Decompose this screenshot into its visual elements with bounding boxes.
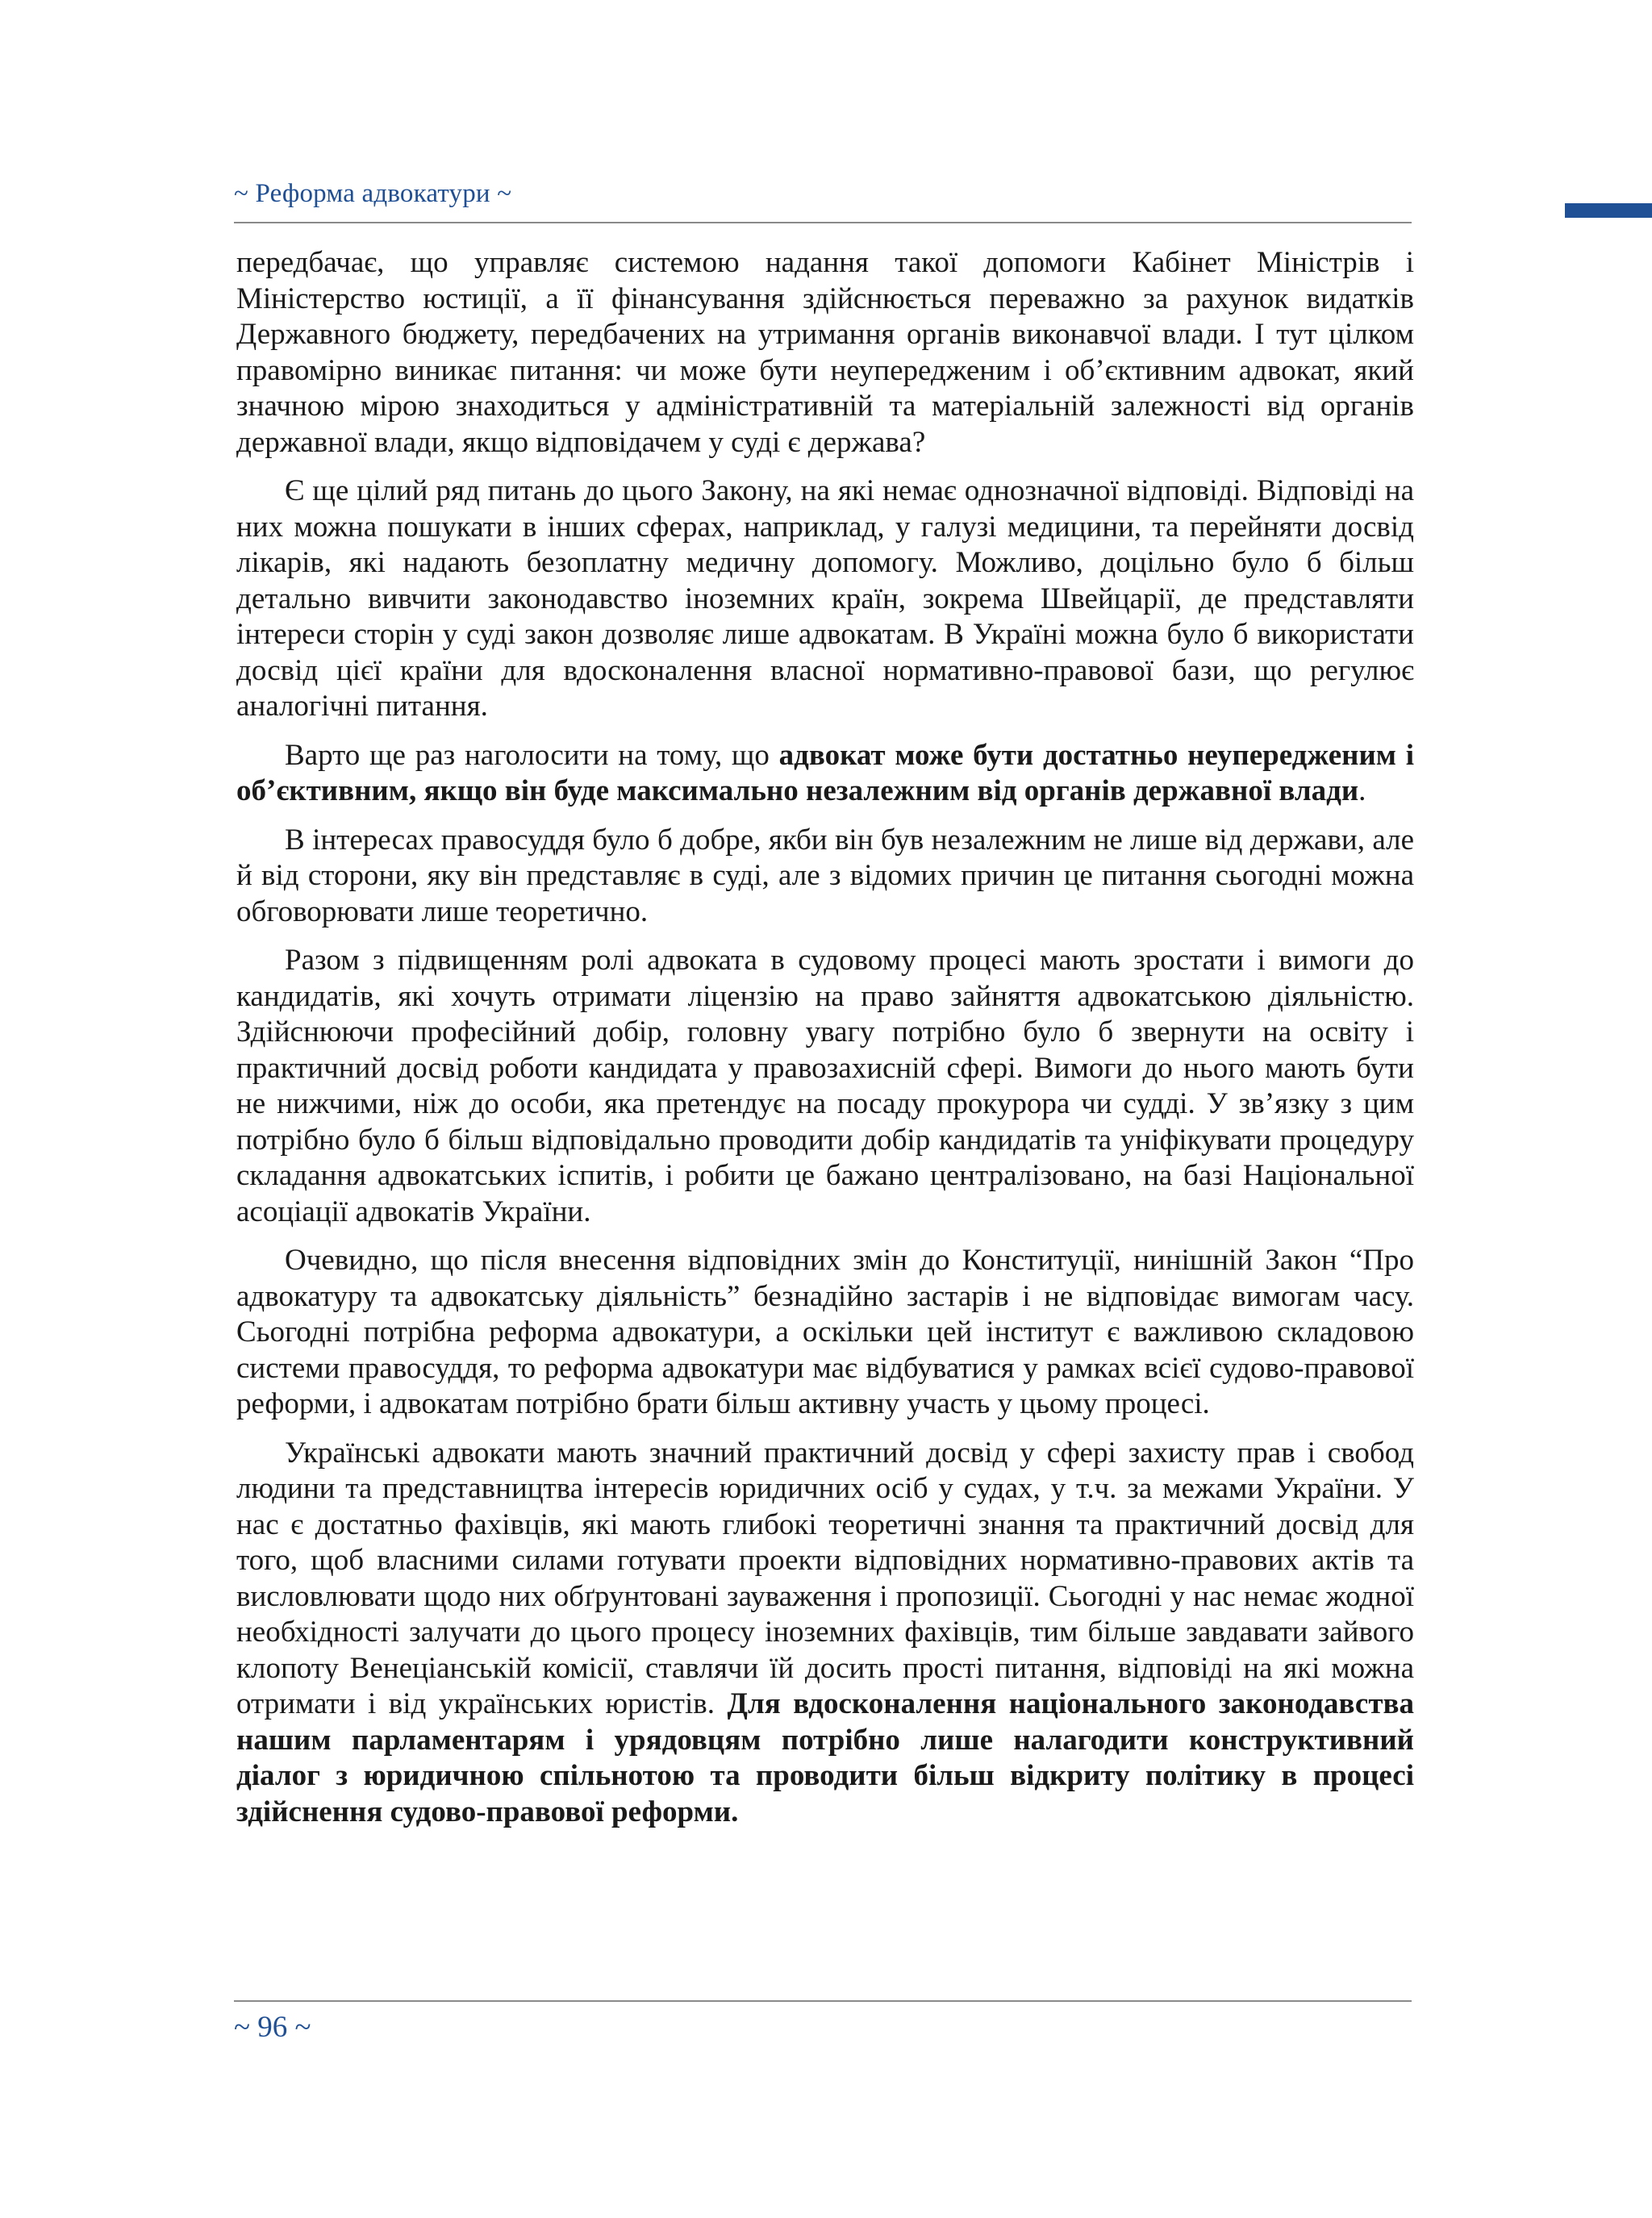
paragraph: Разом з підвищенням ролі адвоката в судовому процесі мають зростати і вимоги до кандидатів, які хочуть отримати ліцензію на право зайняття адвокатською діяльністю. Здійснюючи професійний добір, головну увагу потрібно було б звернути на освіту і практичний досвід роботи кандидата у правозахисній сфері. Вимоги до нього мають бути не нижчими, ніж до особи, яка претендує на посаду прокурора чи судді. У зв’язку з цим потрібно було б більш відповідально проводити добір кандидатів та уніфікувати процедуру складання адвокатських іспитів, і робити це бажано централізовано, на базі Національної асоціації адвокатів України.	[236, 944, 1414, 1228]
paragraph-text: Варто ще раз наголосити на тому, що	[285, 738, 779, 772]
page-body	[236, 245, 1414, 1843]
header-rule	[234, 222, 1412, 223]
page-number: ~ 96 ~	[234, 2011, 311, 2044]
paragraph-text: Українські адвокати мають значний практичний досвід у сфері захисту прав і свобод людини та представництва інтересів юридичних осіб у судах, у т.ч. за межами України. У нас є достатньо фахівців, які мають глибокі теоретичні знання та практичний досвід для того, щоб власними силами готувати проекти відповідних нормативно-правових актів та висловлювати щодо них обґрунтовані зауваження і пропозиції. Сьогодні у нас немає жодної необхідності залучати до цього процесу іноземних фахівців, тим більше завдавати зайвого клопоту Венеціанській комісії, ставлячи їй досить прості питання, відповіді на які можна отримати і від українських юристів.	[236, 1436, 1414, 1720]
paragraph: В інтересах правосуддя було б добре, якби він був незалежним не лише від держави, але й від сторони, яку він представляє в суді, але з відомих причин це питання сьогодні можна обговорювати лише теоретично.	[236, 823, 1414, 928]
footer-rule	[234, 2000, 1412, 2002]
paragraph: Очевидно, що після внесення відповідних змін до Конституції, нинішній Закон “Про адвокатуру та адвокатську діяльність” безнадійно застарів і не відповідає вимогам часу. Сьогодні потрібна реформа адвокатури, а оскільки цей інститут є важливою складовою системи правосуддя, то реформа адвокатури має відбуватися у рамках всієї судово-правової реформи, і адвокатам потрібно брати більш активну участь у цьому процесі.	[236, 1244, 1414, 1420]
section-tab-marker	[1565, 203, 1652, 218]
emphasis-text: адвокат може бути достатньо неупередженим і об’єктивним, якщо він буде максимально незалежним від органів державної влади	[236, 738, 1414, 807]
paragraph: передбачає, що управляє системою надання такої допомоги Кабінет Міністрів і Міністерство юстиції, а її фінансування здійснюється переважно за рахунок видатків Державного бюджету, передбачених на утримання органів виконавчої влади. І тут цілком правомірно виникає питання: чи може бути неупередженим і об’єктивним адвокат, який значною мірою знаходиться у адміністративній та матеріальній залежності від органів державної влади, якщо відповідачем у суді є держава?	[236, 246, 1414, 459]
paragraph	[236, 1436, 1414, 1831]
paragraph: Є ще цілий ряд питань до цього Закону, на які немає однозначної відповіді. Відповіді на них можна пошукати в інших сферах, наприклад, у галузі медицини, та перейняти досвід лікарів, які надають безоплатну медичну допомогу. Можливо, доцільно було б більш детально вивчити законодавство іноземних країн, зокрема Швейцарії, де представляти інтереси сторін у суді закон дозволяє лише адвокатам. В Україні можна було б використати досвід цієї країни для вдосконалення власної нормативно-правової бази, що регулює аналогічні питання.	[236, 474, 1414, 723]
paragraph	[236, 738, 1414, 810]
paragraph-text: .	[1358, 774, 1366, 807]
emphasis-text: Для вдосконалення національного законодавства нашим парламентарям і урядовцям потрібно лише налагодити конструктивний діалог з юридичною спільнотою та проводити більш відкриту політику в процесі здійснення судово-правової реформи.	[236, 1687, 1414, 1828]
running-header: ~ Реформа адвокатури ~	[234, 179, 512, 208]
